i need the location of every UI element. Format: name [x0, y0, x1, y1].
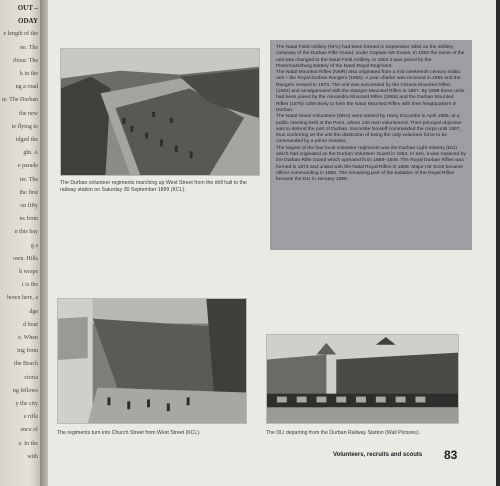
left-page-text-line: ie. The Durban [1, 97, 38, 104]
left-page-text-line: ctoria [24, 374, 38, 381]
left-page-text-line: e rifle [23, 414, 38, 421]
history-paragraph: The Natal Naval Volunteers (NNV) were started by Harry Escombe in April 1885, at a public meeting held at the Point, where 130 men volunteered. Their principal objective was to defend the port of Durban. Escombe himself commanded the corps until 1897, thus conferring on the unit the distinction of being the only volunteer force to be commanded by a prime minister. [276, 114, 462, 145]
left-page-edge [0, 0, 42, 486]
photo-west-street-march [60, 48, 260, 176]
left-page-heading: ODAY [18, 17, 38, 26]
left-page-text-line: rbour. The [13, 57, 38, 64]
left-page-text-line: d boat [23, 321, 38, 328]
left-page-text-line: te flying to [11, 123, 38, 130]
book-page [48, 0, 496, 486]
left-page-text-line: ne. The [20, 44, 38, 51]
left-page-text-line: g a [30, 242, 38, 249]
left-page-text-line: own. Hills [12, 255, 38, 262]
left-page-text-line: the new [19, 110, 38, 117]
caption-top-photo: The Durban volunteer regiments marching up West Street from the drill hall to the railway station on Saturday 30 September 1899 (KCL). [60, 180, 247, 193]
left-page-text-line: e length of the [3, 31, 38, 38]
left-page-text-line: ing from [17, 348, 38, 355]
left-page-text-line: ter. The [19, 176, 38, 183]
left-page-text-line: ng a road [15, 84, 38, 91]
left-page-text-line: n this bay [14, 229, 38, 236]
left-page-text-line: e. When [18, 335, 38, 341]
left-page-text-line: ns from [19, 216, 38, 223]
left-page-text-line: ght. A [23, 150, 38, 157]
history-text-box [270, 40, 472, 250]
background-edge [496, 0, 500, 486]
left-page-text-line: y the city [15, 401, 38, 407]
left-page-text-line: the first [19, 189, 38, 196]
left-page-heading: OUT – [17, 4, 38, 12]
left-page-text-line: h wraps [19, 269, 38, 275]
history-paragraph: The Natal Mounted Rifles (NMR) also originated from a mid nineteenth century militia unit – the Royal Durban Rangers (1855). A year charter was received in 1855 and the Rangers revived in 1873. The unit was succeeded by the Victoria Mounted Rifles (1862) and amalgamated with the Stanger Mounted Rifles in 1887. By 1888 these units had been joined by the Alexandra Mounted Rifles (1865) and the Durban Mounted Rifles (1875) collectively to form the Natal Mounted Rifles with their headquarters in Durban. [276, 70, 465, 113]
left-page-text-line: k in the [20, 71, 38, 77]
left-page-text-line: hown here, a [7, 295, 38, 302]
left-page-text-line: dge [29, 308, 38, 315]
left-page-text-line: idged the [15, 137, 38, 143]
left-page-text-line: t is the [22, 282, 38, 289]
history-paragraph: The largest of the four local volunteer regiments was the Durban Light Infantry (DLI) which had originated as the Durban Volunteer Guard in 1854. In turn, it was replaced by the Durban Rifle Guard which operated from 1859–1869. The Royal Durban Rifles was formed in 1873 and united with the Natal Royal Rifles in 1888. Major HE Scott became officer commanding in 1895. The remaining part of the battalion of the Royal Rifles became the DLI in January 1898. [276, 145, 466, 183]
left-page-text-line: on fifty [20, 203, 38, 209]
left-page-text-line: ence of [20, 427, 38, 434]
caption-bottom-left-photo: The regiments turn into Church Street from West Street (KCL). [57, 430, 201, 436]
photo-church-street [57, 298, 247, 424]
left-page-text-line: with [27, 453, 38, 460]
history-paragraph: The Natal Field Artillery (NFA) had been formed in September 1862 as the artillery company of the Durban Rifle Guard, under Captain AW Evans. In 1892 the name of the unit was changed to the Natal Field Artillery. In 1904 it was joined by the Pietermaritzburg Battery of the Natal Royal Regiment. [276, 45, 465, 69]
page-number: 83 [444, 448, 458, 462]
caption-bottom-right-photo: The DLI departing from the Durban Railway Station (Wall Pictures). [266, 430, 421, 436]
photo-railway-station [266, 334, 459, 424]
running-footer-label: Volunteers, recruits and scouts [333, 452, 423, 458]
left-page-text-line: the Beach [14, 361, 38, 368]
left-page-text-line: e parade [17, 163, 38, 170]
left-page-text-line: ng fellows [12, 387, 38, 394]
left-page-text-line: e. In the [18, 440, 38, 447]
